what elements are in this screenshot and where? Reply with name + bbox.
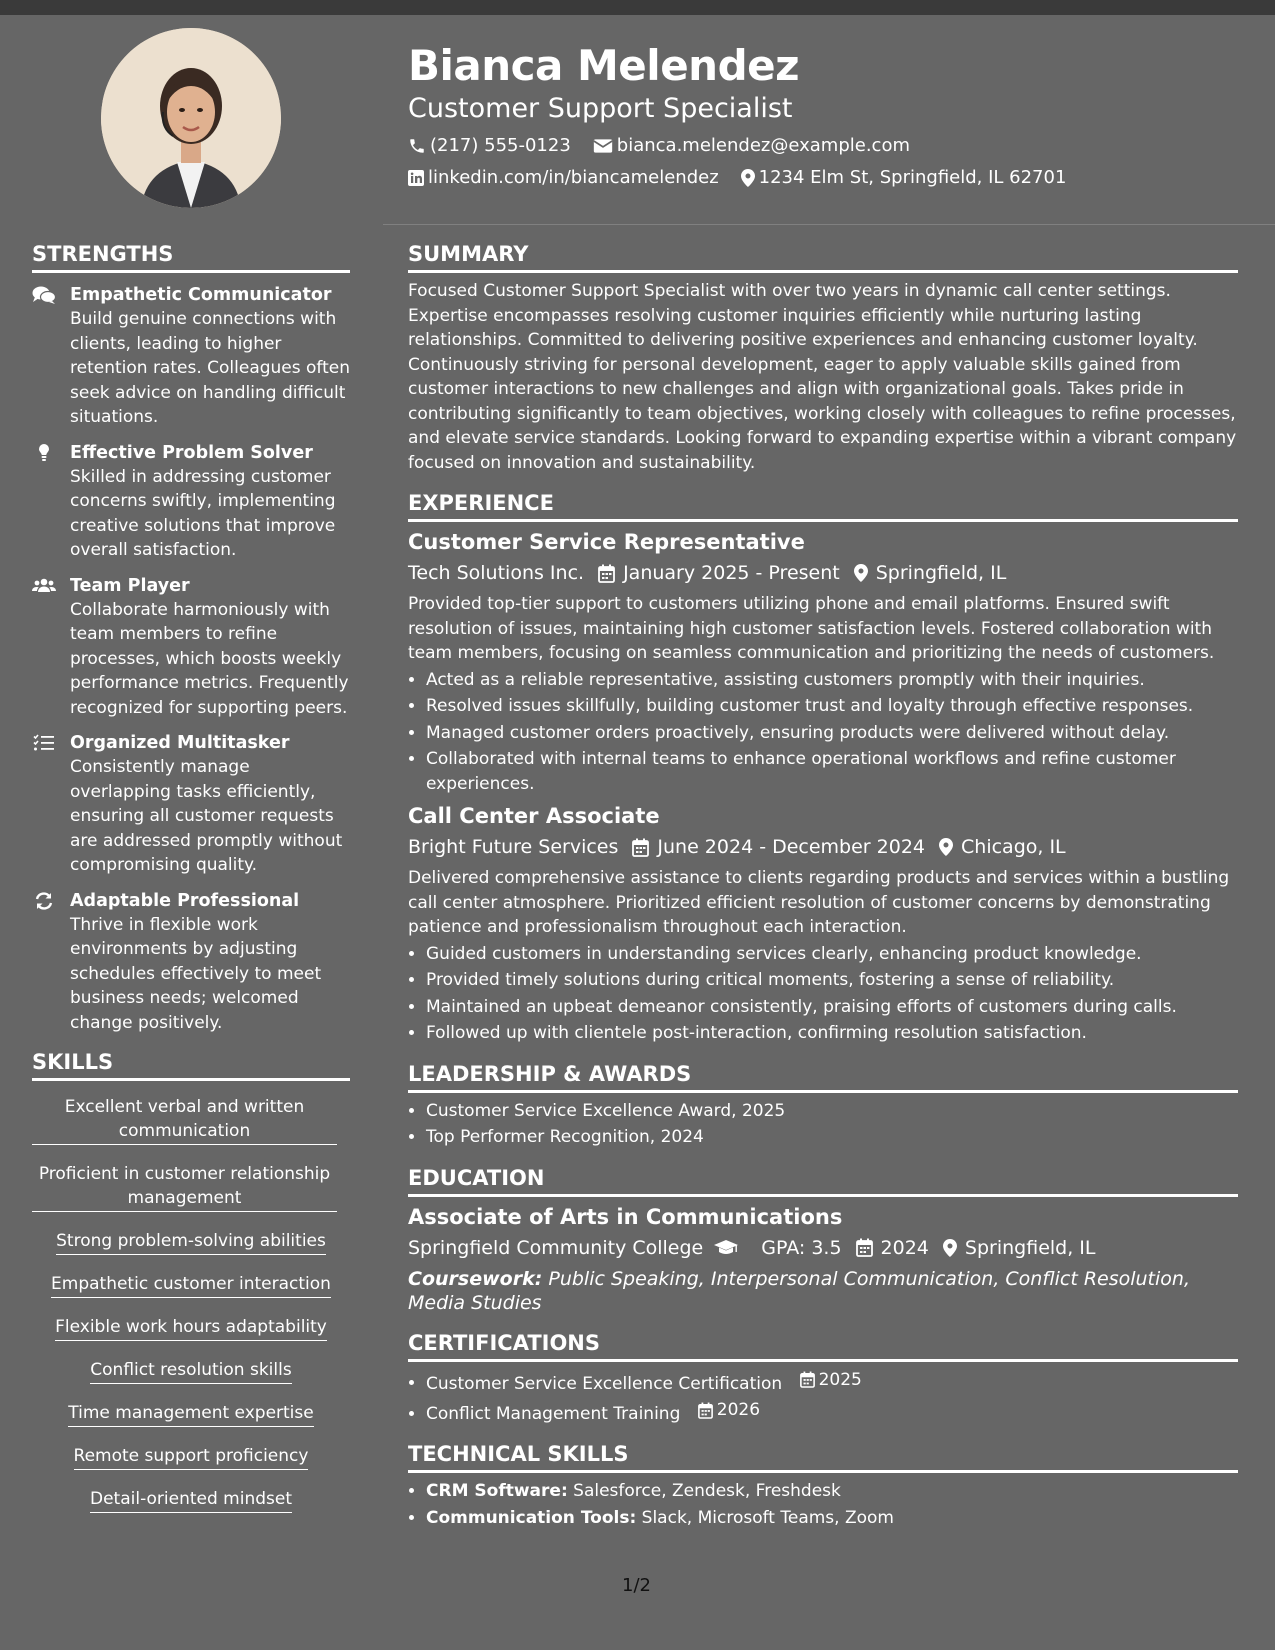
- awards-list: [408, 1099, 1238, 1150]
- school-location: Springfield, IL: [964, 1236, 1096, 1259]
- school-name: Springfield Community College: [408, 1236, 704, 1259]
- job-title: Customer Service Representative: [408, 530, 805, 554]
- summary-section: [408, 240, 1238, 475]
- coursework: Coursework: Public Speaking, Interpersonal Communication, Conflict Resolution, Media Studies: [408, 1267, 1190, 1314]
- degree-title: Associate of Arts in Communications: [408, 1204, 843, 1229]
- job-bullet: • Maintained an upbeat demeanor consistently, praising efforts of customers during calls.: [426, 995, 1238, 1020]
- list-check-icon: [32, 733, 56, 753]
- experience-heading: EXPERIENCE: [408, 489, 1238, 522]
- awards-heading: LEADERSHIP & AWARDS: [408, 1060, 1238, 1093]
- strengths-list: [32, 283, 350, 1035]
- skill-item: Time management expertise: [32, 1401, 350, 1427]
- job-title: Call Center Associate: [408, 804, 660, 828]
- education-section: [408, 1164, 1238, 1315]
- job-bullets: [408, 942, 1238, 1046]
- linkedin-icon: [408, 170, 424, 186]
- map-pin-icon: [741, 169, 755, 187]
- certification-item: • Customer Service Excellence Certification 2025: [426, 1368, 1238, 1396]
- strengths-heading: STRENGTHS: [32, 240, 350, 273]
- right-column: [408, 240, 1238, 1544]
- skills-heading: SKILLS: [32, 1048, 350, 1081]
- map-pin-icon: [854, 564, 868, 582]
- skill-item: Proficient in customer relationship management: [32, 1162, 350, 1212]
- contact-address: 1234 Elm St, Springfield, IL 62701: [741, 167, 1067, 189]
- job-bullet: • Followed up with clientele post-interaction, confirming resolution satisfaction.: [426, 1021, 1238, 1046]
- strength-item: Effective Problem Solver Skilled in addressing customer concerns swiftly, implementing creative solutions that improve overall satisfaction.: [32, 441, 350, 563]
- map-pin-icon: [939, 838, 953, 856]
- job-location: Springfield, IL: [875, 562, 1007, 584]
- job-bullet: • Guided customers in understanding services clearly, enhancing product knowledge.: [426, 942, 1238, 967]
- header-divider: [383, 224, 1275, 225]
- phone-icon: [408, 137, 426, 155]
- skill-item: Flexible work hours adaptability: [32, 1315, 350, 1341]
- skills-list: [32, 1095, 350, 1513]
- job-bullet: • Managed customer orders proactively, ensuring products were delivered without delay.: [426, 721, 1238, 746]
- calendar-icon: [856, 1238, 873, 1257]
- job-description: Provided top-tier support to customers utilizing phone and email platforms. Ensured swift resolution of issues, maintaining high customer satisfaction levels. Fostered collaboration with team members, focusing on seamless communication and prioritizing the needs of customers.: [408, 594, 1215, 663]
- contact-phone[interactable]: (217) 555-0123: [408, 135, 571, 157]
- job-company: Tech Solutions Inc.: [408, 562, 585, 584]
- calendar-icon: [800, 1371, 815, 1388]
- job-company: Bright Future Services: [408, 836, 619, 858]
- education-heading: EDUCATION: [408, 1164, 1238, 1197]
- contact-row-1: [408, 135, 932, 157]
- comments-icon: [32, 285, 56, 305]
- job-bullets: [408, 668, 1238, 797]
- skill-item: Remote support proficiency: [32, 1444, 350, 1470]
- summary-heading: SUMMARY: [408, 240, 1238, 273]
- contact-linkedin[interactable]: linkedin.com/in/biancamelendez: [408, 167, 719, 189]
- candidate-name: Bianca Melendez: [408, 41, 800, 90]
- job-entry: [408, 802, 1238, 1046]
- experience-section: [408, 489, 1238, 1046]
- profile-photo: [101, 28, 281, 208]
- map-pin-icon: [943, 1239, 957, 1257]
- certifications-section: [408, 1329, 1238, 1427]
- technical-skills-heading: TECHNICAL SKILLS: [408, 1440, 1238, 1473]
- gpa: GPA: 3.5: [761, 1236, 842, 1259]
- calendar-icon: [598, 564, 615, 583]
- page-number: 1/2: [622, 1575, 651, 1596]
- certifications-list: [408, 1368, 1238, 1427]
- left-column: [32, 240, 350, 1530]
- calendar-icon: [698, 1402, 713, 1419]
- certification-item: • Conflict Management Training 2026: [426, 1398, 1238, 1426]
- award-item: • Top Performer Recognition, 2024: [426, 1125, 1238, 1150]
- job-meta: [408, 558, 1238, 588]
- users-icon: [32, 576, 56, 596]
- job-meta: [408, 832, 1238, 862]
- award-item: • Customer Service Excellence Award, 2025: [426, 1099, 1238, 1124]
- technical-skills-list: [408, 1479, 1238, 1530]
- strength-item: Organized Multitasker Consistently manage overlapping tasks efficiently, ensuring all customer requests are addressed promptly without compromising quality.: [32, 731, 350, 878]
- skill-item: Empathetic customer interaction: [32, 1272, 350, 1298]
- refresh-icon: [32, 891, 56, 911]
- top-bar: [0, 0, 1275, 15]
- contact-email[interactable]: bianca.melendez@example.com: [593, 135, 910, 157]
- certifications-heading: CERTIFICATIONS: [408, 1329, 1238, 1362]
- resume-page: [0, 15, 1275, 1650]
- summary-text: Focused Customer Support Specialist with over two years in dynamic call center settings. Expertise encompasses resolving customer inquiries efficiently while nurturing lasting relationships. Committed to delivering positive experiences and enhancing customer loyalty. Continuously striving for personal development, eager to apply valuable skills gained from customer interactions to new challenges and align with organizational goals. Takes pride in contributing significantly to team objectives, working closely with colleagues to refine processes, and elevate service standards. Looking forward to expanding expertise within a vibrant company focused on innovation and sustainability.: [408, 281, 1237, 473]
- job-bullet: • Resolved issues skillfully, building customer trust and loyalty through effective responses.: [426, 694, 1238, 719]
- job-dates: January 2025 - Present: [623, 562, 840, 584]
- skill-item: Detail-oriented mindset: [32, 1487, 350, 1513]
- education-meta: [408, 1233, 1238, 1263]
- job-bullet: • Provided timely solutions during critical moments, fostering a sense of reliability.: [426, 968, 1238, 993]
- graduation-cap-icon: [713, 1239, 739, 1257]
- strength-item: Adaptable Professional Thrive in flexible work environments by adjusting schedules effectively to meet business needs; welcomed change positively.: [32, 889, 350, 1036]
- strength-item: Team Player Collaborate harmoniously with team members to refine processes, which boosts weekly performance metrics. Frequently recognized for supporting peers.: [32, 574, 350, 721]
- lightbulb-icon: [32, 443, 56, 463]
- contact-row-2: [408, 167, 1088, 189]
- awards-section: [408, 1060, 1238, 1150]
- envelope-icon: [593, 138, 613, 154]
- technical-skills-section: [408, 1440, 1238, 1530]
- technical-skill-item: • CRM Software: Salesforce, Zendesk, Freshdesk: [426, 1479, 1238, 1504]
- job-dates: June 2024 - December 2024: [657, 836, 926, 858]
- technical-skill-item: • Communication Tools: Slack, Microsoft Teams, Zoom: [426, 1506, 1238, 1531]
- graduation-year: 2024: [880, 1236, 929, 1259]
- candidate-role: Customer Support Specialist: [408, 93, 793, 124]
- calendar-icon: [632, 838, 649, 857]
- job-entry: [408, 528, 1238, 796]
- job-bullet: • Acted as a reliable representative, assisting customers promptly with their inquiries.: [426, 668, 1238, 693]
- strength-item: Empathetic Communicator Build genuine connections with clients, leading to higher retention rates. Colleagues often seek advice on handling difficult situations.: [32, 283, 350, 430]
- skill-item: Conflict resolution skills: [32, 1358, 350, 1384]
- job-bullet: • Collaborated with internal teams to enhance operational workflows and refine customer experiences.: [426, 747, 1238, 796]
- job-description: Delivered comprehensive assistance to clients regarding products and services within a bustling call center atmosphere. Prioritized efficient resolution of customer concerns by demonstrating patience and professionalism throughout each interaction.: [408, 868, 1230, 937]
- job-location: Chicago, IL: [961, 836, 1066, 858]
- skill-item: Strong problem-solving abilities: [32, 1229, 350, 1255]
- skill-item: Excellent verbal and written communication: [32, 1095, 350, 1145]
